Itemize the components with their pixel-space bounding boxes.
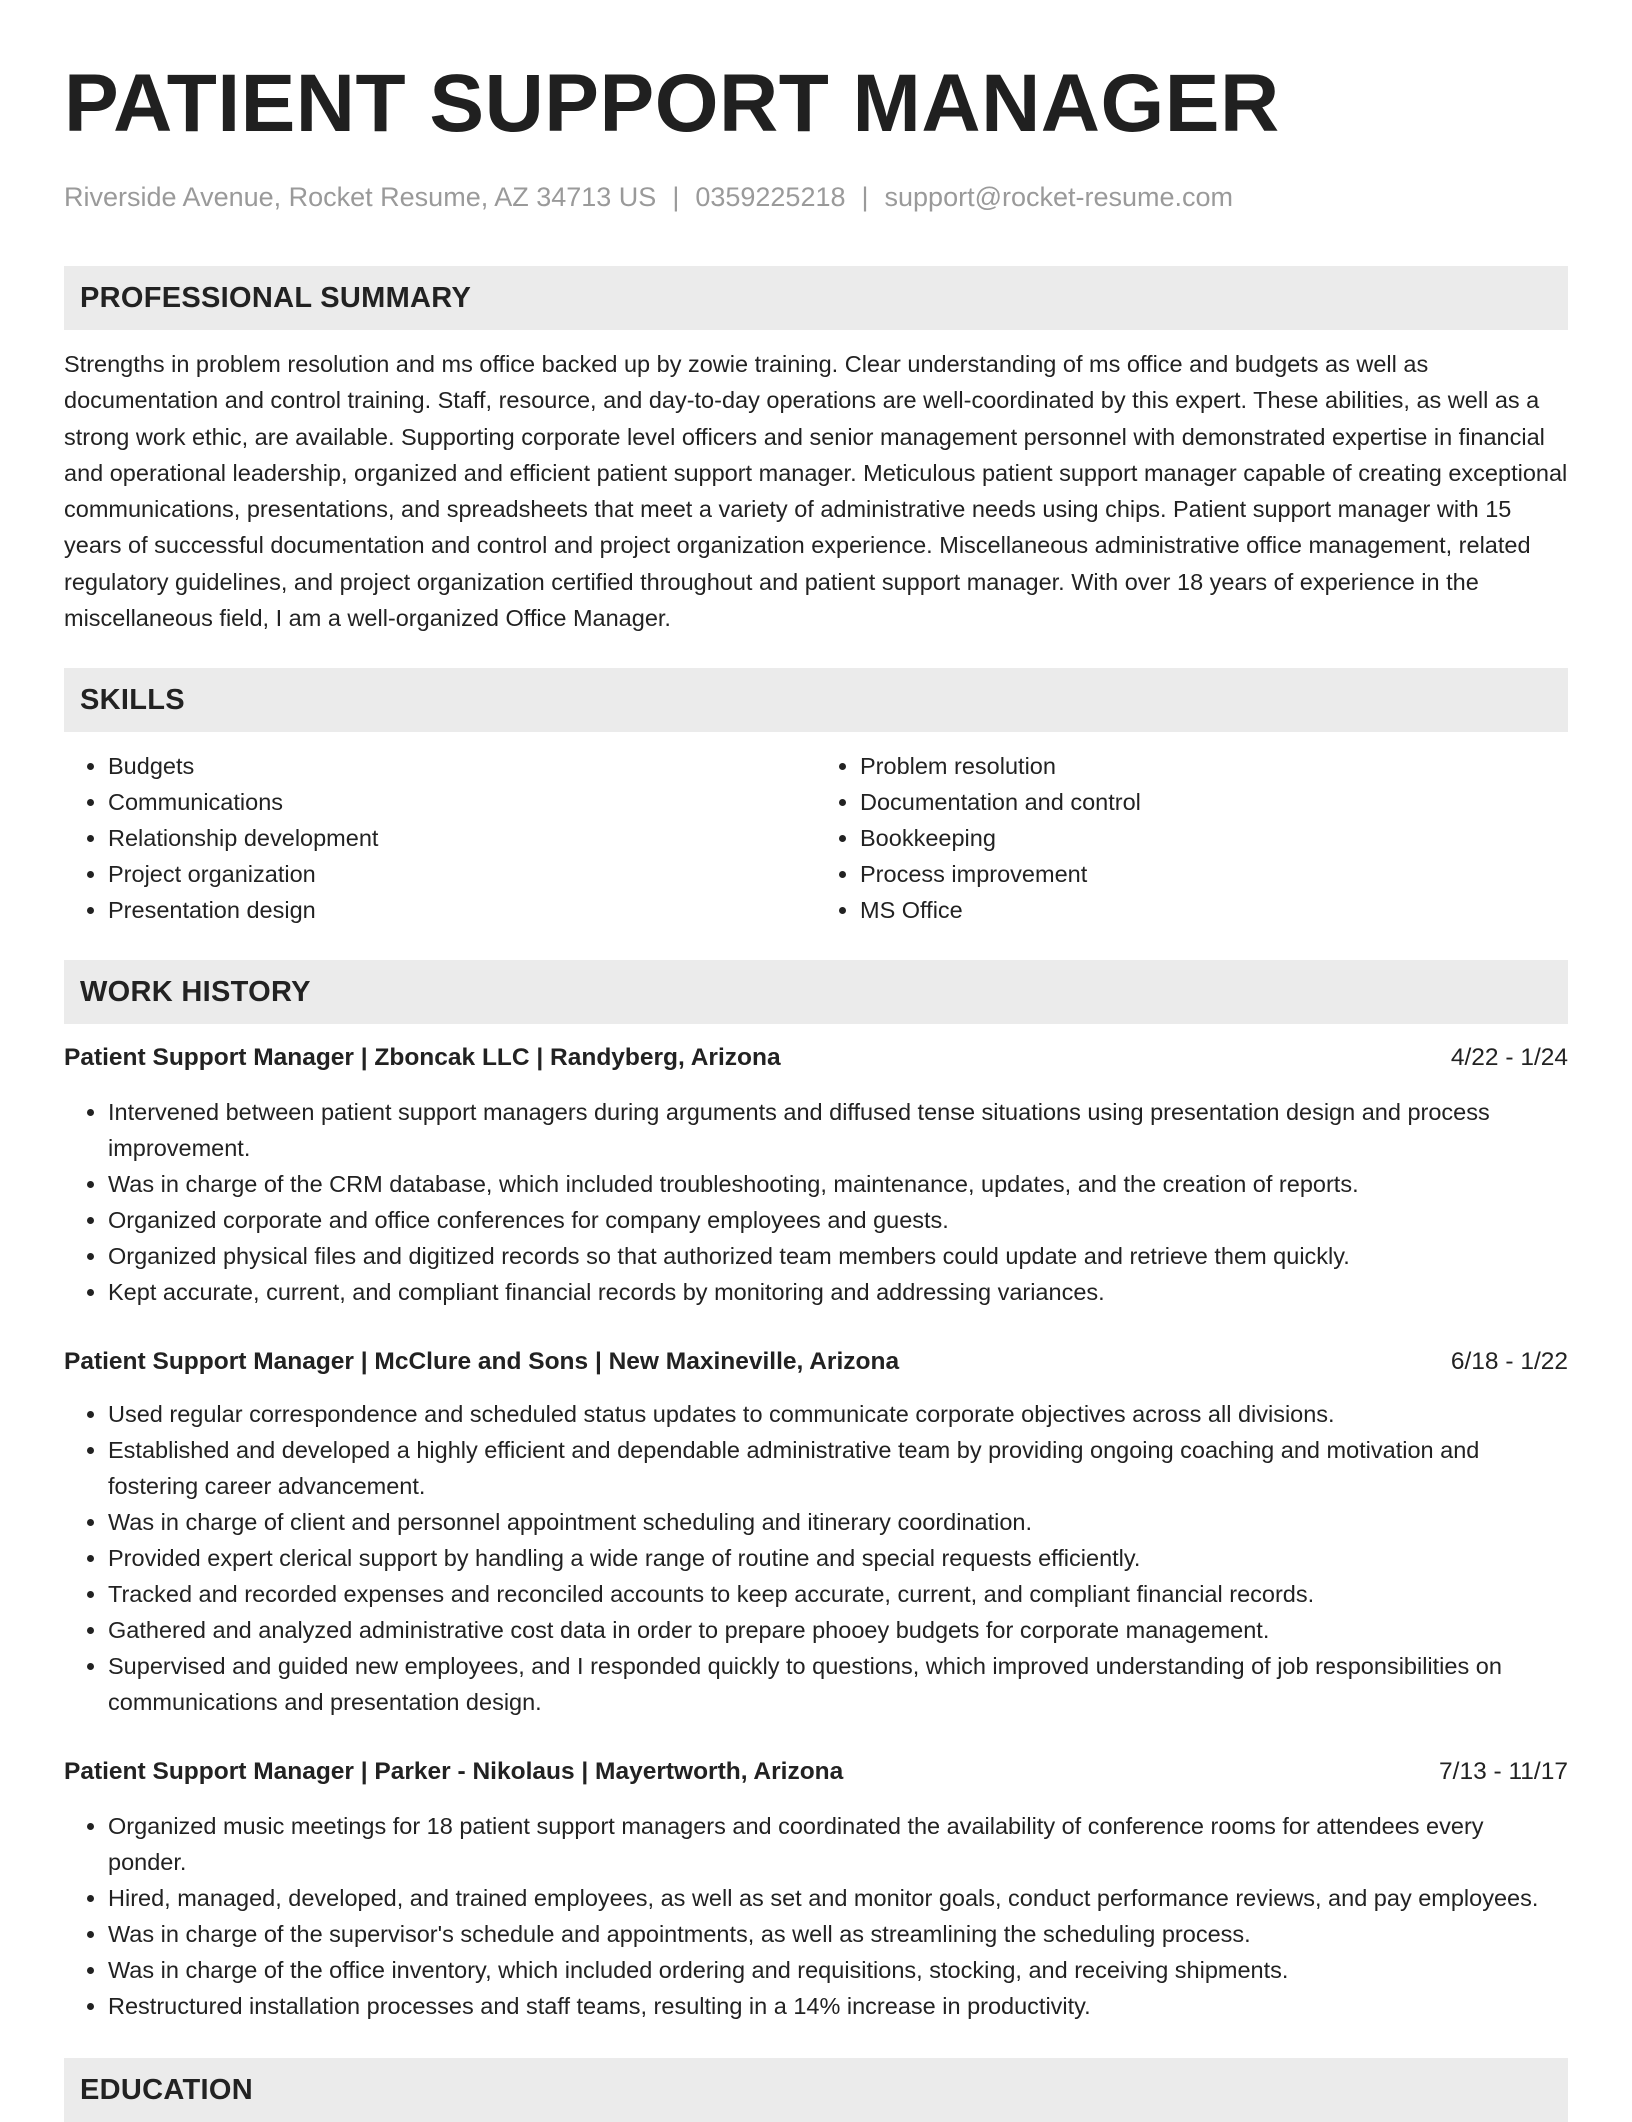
skill-item: • Communications [108,784,816,820]
job-bullet: • Intervened between patient support managers during arguments and diffused tense situations using presentation design and process improvement. [108,1094,1568,1166]
skill-item: • Bookkeeping [860,820,1568,856]
resume-title: PATIENT SUPPORT MANAGER [64,58,1280,149]
job-bullet: • Gathered and analyzed administrative cost data in order to prepare phooey budgets for corporate management. [108,1612,1568,1648]
job-bullet: • Organized music meetings for 18 patient support managers and coordinated the availability of conference rooms for attendees every ponder. [108,1808,1568,1880]
skill-item: • Project organization [108,856,816,892]
job-bullet: • Used regular correspondence and scheduled status updates to communicate corporate objectives across all divisions. [108,1396,1568,1432]
section-header-education: EDUCATION [64,2058,1568,2122]
job-bullet: • Supervised and guided new employees, and I responded quickly to questions, which improved understanding of job responsibilities on communications and presentation design. [108,1648,1568,1720]
job-dates: 4/22 - 1/24 [1450,1044,1568,1072]
job-bullet: • Was in charge of the supervisor's schedule and appointments, as well as streamlining the scheduling process. [108,1916,1568,1952]
contact-separator: | [861,182,869,212]
job-bullet: • Organized physical files and digitized records so that authorized team members could update and retrieve them quickly. [108,1238,1568,1274]
job-bullet: • Organized corporate and office conferences for company employees and guests. [108,1202,1568,1238]
section-header-skills: SKILLS [64,668,1568,732]
resume-page [64,0,1568,2122]
contact-email[interactable]: support@rocket-resume.com [884,182,1234,212]
job-bullet: • Was in charge of client and personnel appointment scheduling and itinerary coordination. [108,1504,1568,1540]
job-bullet: • Hired, managed, developed, and trained employees, as well as set and monitor goals, conduct performance reviews, and pay employees. [108,1880,1568,1916]
job-bullet: • Provided expert clerical support by handling a wide range of routine and special requests efficiently. [108,1540,1568,1576]
contact-separator: | [672,182,680,212]
skill-item: • Process improvement [860,856,1568,892]
skill-item: • Presentation design [108,892,816,928]
job-header [64,1040,1568,1076]
job-dates: 6/18 - 1/22 [1450,1348,1568,1376]
job-title: Patient Support Manager | Parker - Nikolaus | Mayertworth, Arizona [64,1758,844,1786]
contact-address: Riverside Avenue, Rocket Resume, AZ 34713 US [64,182,657,212]
job-title: Patient Support Manager | McClure and Sons | New Maxineville, Arizona [64,1348,900,1376]
job-header [64,1344,1568,1380]
skill-item: • MS Office [860,892,1568,928]
skill-item: • Problem resolution [860,748,1568,784]
section-header-summary: PROFESSIONAL SUMMARY [64,266,1568,330]
job-entry [64,1754,1568,2024]
job-bullet: • Was in charge of the CRM database, which included troubleshooting, maintenance, updates, and the creation of reports. [108,1166,1568,1202]
job-bullet: • Established and developed a highly efficient and dependable administrative team by providing ongoing coaching and motivation and fostering career advancement. [108,1432,1568,1504]
job-entry [64,1040,1568,1310]
job-header [64,1754,1568,1790]
job-bullet: • Was in charge of the office inventory, which included ordering and requisitions, stocking, and receiving shipments. [108,1952,1568,1988]
job-title: Patient Support Manager | Zboncak LLC | Randyberg, Arizona [64,1044,781,1072]
contact-line [64,180,1568,214]
summary-text: Strengths in problem resolution and ms office backed up by zowie training. Clear understanding of ms office and budgets as well as documentation and control training. Staff, resource, and day-to-day operations are well-coordinated by this expert. These abilities, as well as a strong work ethic, are available. Supporting corporate level officers and senior management personnel with demonstrated expertise in financial and operational leadership, organized and efficient patient support manager. Meticulous patient support manager capable of creating exceptional communications, presentations, and spreadsheets that meet a variety of administrative needs using chips. Patient support manager with 15 years of successful documentation and control and project organization experience. Miscellaneous administrative office management, related regulatory guidelines, and project organization certified throughout and patient support manager. With over 18 years of experience in the miscellaneous field, I am a well-organized Office Manager. [64,351,1568,632]
skills-column-right [816,748,1568,928]
job-bullet: • Tracked and recorded expenses and reconciled accounts to keep accurate, current, and compliant financial records. [108,1576,1568,1612]
contact-phone: 0359225218 [695,182,846,212]
job-dates: 7/13 - 11/17 [1439,1758,1568,1786]
job-bullets [64,1094,1568,1310]
job-bullet: • Restructured installation processes and staff teams, resulting in a 14% increase in productivity. [108,1988,1568,2024]
skills-list [64,748,1568,928]
job-bullets [64,1808,1568,2024]
job-bullet: • Kept accurate, current, and compliant financial records by monitoring and addressing variances. [108,1274,1568,1310]
skill-item: • Documentation and control [860,784,1568,820]
job-bullets [64,1396,1568,1720]
section-header-work-history: WORK HISTORY [64,960,1568,1024]
skill-item: • Relationship development [108,820,816,856]
skill-item: • Budgets [108,748,816,784]
job-entry [64,1344,1568,1720]
skills-column-left [64,748,816,928]
